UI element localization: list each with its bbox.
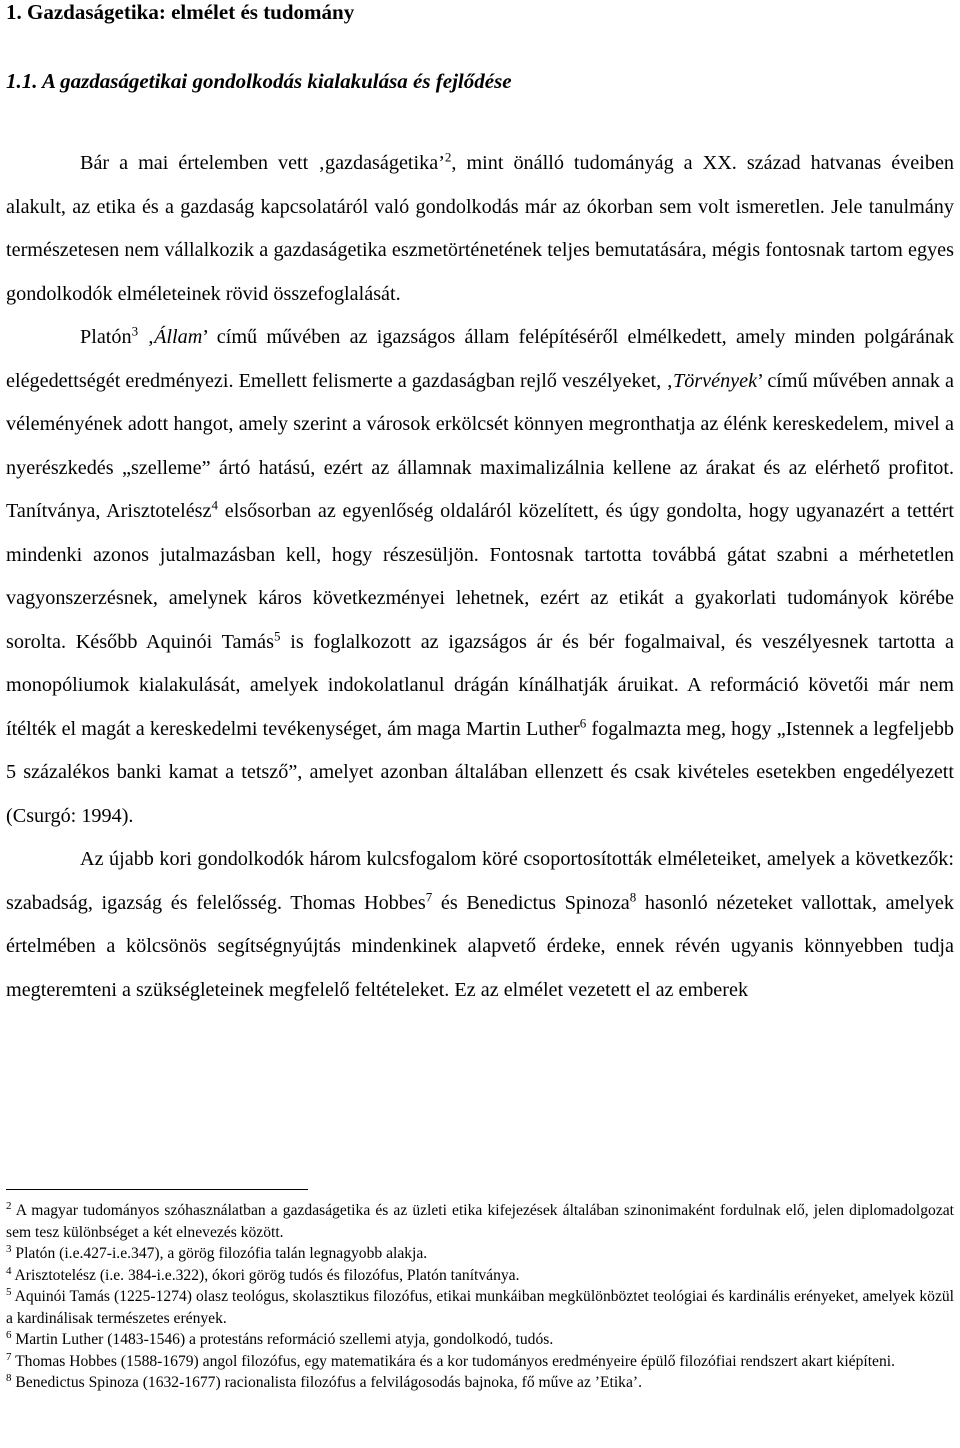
paragraph-3 xyxy=(6,838,954,1012)
footnote-text: Arisztotelész (i.e. 384-i.e.322), ókori görög tudós és filozófus, Platón tanítványa. xyxy=(11,1266,520,1284)
p3-text-a: Az újabb kori gondolkodók három kulcsfogalom köré csoportosították elméleteiket, amelyek a következők: szabadság, igazság és felelősség. Thomas Hobbes xyxy=(6,848,954,914)
footnote-number: 8 xyxy=(6,1371,12,1384)
footnotes xyxy=(6,1200,954,1394)
footnote-number: 5 xyxy=(6,1285,12,1298)
p1-text-a: Bár a mai értelemben vett ‚gazdaságetika’ xyxy=(80,152,445,174)
footnote-number: 4 xyxy=(6,1264,12,1277)
footnote-ref-5[interactable]: 5 xyxy=(273,627,281,643)
footnote-4 xyxy=(6,1265,954,1287)
footnote-ref-2[interactable]: 2 xyxy=(444,149,452,165)
footnote-2 xyxy=(6,1200,954,1243)
footnote-text: Benedictus Spinoza (1632-1677) racionalista filozófus a felvilágosodás bajnoka, fő műve az ’Etika’. xyxy=(11,1374,642,1391)
footnote-8 xyxy=(6,1372,954,1394)
footnote-ref-8[interactable]: 8 xyxy=(629,888,637,904)
paragraph-2 xyxy=(6,316,954,838)
footnote-number: 2 xyxy=(6,1199,12,1212)
footnote-ref-7[interactable]: 7 xyxy=(425,888,433,904)
footnote-7 xyxy=(6,1351,954,1373)
footnote-number: 7 xyxy=(6,1350,12,1363)
footnote-number: 3 xyxy=(6,1242,12,1255)
p2-text-d: ’ című művében annak a véleményének adott hangot, amely szerint a városok erkölcsét könnyen megronthatja az élénk kereskedelem, mivel a nyerészkedés „szelleme” ártó hatású, ezért az államnak maximalizálnia kellene az árakat és az elérhető profitot. Tanítványa, Arisztotelész xyxy=(6,369,954,522)
paragraph-1 xyxy=(6,142,954,316)
p2-text-b: ‚ xyxy=(138,326,155,348)
p2-text-g: fogalmazta meg, hogy „Istennek a legfeljebb 5 százalékos banki kamat a tetsző”, amelyet azonban általában ellenzett és csak kivételes esetekben engedélyezett (Csurgó: 1994). xyxy=(6,717,955,827)
footnote-ref-3[interactable]: 3 xyxy=(131,323,139,339)
footnote-text: A magyar tudományos szóhasználatban a gazdaságetika és az üzleti etika kifejezések általában szinonimaként fordulnak elő, jelen diplomadolgozat sem tesz különbséget a két elnevezés között. xyxy=(6,1202,954,1241)
footnote-5 xyxy=(6,1286,954,1329)
section-heading: 1.1. A gazdaságetikai gondolkodás kialakulása és fejlődése xyxy=(6,69,512,93)
footnote-text: Aquinói Tamás (1225-1274) olasz teológus, skolasztikus filozófus, etikai munkáiban megkülönböztet teológiai és kardinális erényeket, amelyek közül a kardinálisak természetes erények. xyxy=(6,1288,954,1327)
footnote-ref-6[interactable]: 6 xyxy=(579,714,587,730)
p2-text-f: is foglalkozott az igazságos ár és bér fogalmaival, és veszélyesnek tartotta a monopóliumok kialakulását, amelyek indokolatlanul drágán kínálhatják áruikat. A reformáció követői már nem ítélték el magát a kereskedelmi tevékenységet, ám maga Martin Luther xyxy=(6,630,954,740)
footnote-3 xyxy=(6,1243,954,1265)
footnote-separator xyxy=(6,1189,308,1190)
p2-text-a: Platón xyxy=(80,326,132,348)
body-text xyxy=(6,142,954,1012)
footnote-ref-4[interactable]: 4 xyxy=(211,497,218,513)
footnote-number: 6 xyxy=(6,1328,12,1341)
p3-text-c: hasonló nézeteket vallottak, amelyek értelmében a kölcsönös segítségnyújtás mindenkinek alapvető érdeke, ennek révén ugyanis könnyebben tudja megteremteni a szükségleteinek megfelelő feltételeket. Ez az elmélet vezetett el az emberek xyxy=(6,891,954,1001)
footnote-text: Martin Luther (1483-1546) a protestáns reformáció szellemi atyja, gondolkodó, tudós. xyxy=(11,1331,554,1348)
footnote-6 xyxy=(6,1329,954,1351)
work-title-allam: Állam xyxy=(154,326,203,348)
p2-text-e: elsősorban az egyenlőség oldaláról közelített, és úgy gondolta, hogy ugyanazért a tettért mindenki azonos jutalmazásban kell, hogy részesüljön. Fontosnak tartotta továbbá gátat szabni a mérhetetlen vagyonszerzésnek, amelynek káros következményei lehetnek, ezért az etikát a gyakorlati tudományok körébe sorolta. Később Aquinói Tamás xyxy=(6,500,954,653)
p1-text-b: , mint önálló tudományág a XX. század hatvanas éveiben alakult, az etika és a gazdaság kapcsolatáról való gondolkodás már az ókorban sem volt ismeretlen. Jele tanulmány természetesen nem vállalkozik a gazdaságetika eszmetörténetének teljes bemutatására, mégis fontosnak tartom egyes gondolkodók elméleteinek rövid összefoglalását. xyxy=(6,152,954,305)
p3-text-b: és Benedictus Spinoza xyxy=(432,891,630,914)
p2-text-c: ’ című művében az igazságos állam felépítéséről elmélkedett, amely minden polgárának elégedettségét eredményezi. Emellett felismerte a gazdaságban rejlő veszélyeket, ‚ xyxy=(6,326,954,392)
footnote-text: Platón (i.e.427-i.e.347), a görög filozófia talán legnagyobb alakja. xyxy=(11,1245,428,1262)
chapter-heading: 1. Gazdaságetika: elmélet és tudomány xyxy=(6,0,355,24)
footnote-text: Thomas Hobbes (1588-1679) angol filozófus, egy matematikára és a kor tudományos eredményeire épülő filozófiai rendszert akart kiépíteni. xyxy=(11,1352,896,1370)
work-title-torvenyek: Törvények xyxy=(672,369,758,392)
